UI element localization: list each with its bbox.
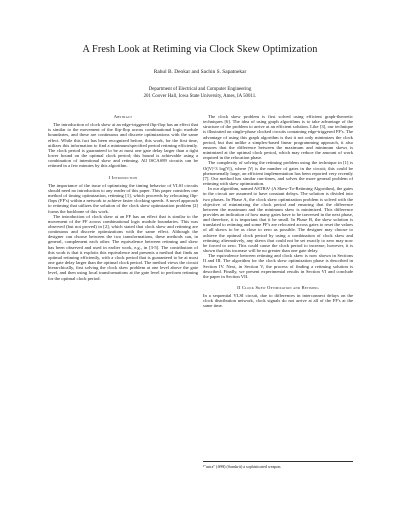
abstract-text: The introduction of clock skew at an edge-triggered flip-flop has an effect that is similar to the movement of the flip-flop across combinational logic module boundaries, and these are continuous and discrete optimizations with the same effect. While this fact has been recognized before, this work, for the first time, utilizes this information to find a minimum/specified period retiming efficiently. The clock period is guaranteed to be at most one gate delay larger than a tight lower bound on the optimal clock period; this bound is achievable using a combination of intentional skew and retiming. All ISCAS89 circuits can be retimed in a few minutes by this algorithm. [48, 122, 198, 169]
right-paragraph-4: The equivalence between retiming and clock skew is now shown in Sections II and III. The algorithm for the clock skew optimization phase is described in Section IV. Next, in Section V, the process of finding a retiming solution is described. Finally, we present experimental results in Section VI and conclude the paper in Section VII. [203, 253, 353, 279]
right-column [203, 114, 353, 309]
section-2-paragraph-1: In a sequential VLSI circuit, due to differences in interconnect delays on the clock distribution network, clock signals do not arrive at all of the FF's at the same time. [203, 293, 353, 309]
right-paragraph-2: The complexity of solving the retiming problem using the technique in [1] is O(|V|^3 log|V|), where |V| is the number of gates in the circuit; this could be phenomenally large, an efficient implementation has been reported very recently [7]. Our method has similar run-times, and solves the more general problem of retiming with skew optimization. [203, 160, 353, 187]
affiliation-line-2: 201 Coover Hall, Iowa State University, Ames, IA 50011. [143, 94, 257, 99]
paper-authors: Rahul B. Deokar and Sachin S. Sapatnekar [153, 69, 247, 75]
footnote: ¹"astra" (अस्त्र) (Sanskrit) a sophisticated weapon. [203, 461, 353, 469]
right-paragraph-1: The clock skew problem is first solved using efficient graph-theoretic techniques [6]. The idea of using graph algorithms is to take advantage of the structure of the problem to arrive at an efficient solution. Like [3], our technique is illustrated on single-phase clocked circuits containing edge-triggered FF's. The advantage of using this graph algorithm is that it not only minimizes the clock period, but that unlike a simplex-based linear programming approach, it also ensures that the difference between the maximum and minimum skews is minimized at the optimal clock period, which may reduce the amount of work required in the relocation phase. [203, 114, 353, 161]
intro-paragraph-1: The importance of the issue of optimizing the timing behavior of VLSI circuits should need no introduction to any reader of this paper. This paper considers one method of timing optimization, retiming [1], which proceeds by relocating flip-flops (FF's) within a network to achieve faster clocking speeds. A novel approach to retiming that utilizes the solution of the clock skew optimization problem [2] forms the backbone of this work. [48, 182, 198, 214]
right-paragraph-3: In our algorithm, named ASTRA¹ (A Skew-To-Retiming Algorithm), the gates in the circuit are assumed to have constant delays. The solution is divided into two phases. In Phase A, the clock skew optimization problem is solved with the objective of minimizing the clock period and ensuring that the difference between the maximum and the minimum skew is minimized. This difference provides an indication of how many gates have to be traversed in the next phase, and therefore, it is important that it be small. In Phase B, the skew solution is translated to retiming and some FF's are relocated across gates to reset the values of all skews to be as close to zero as possible. The designer may choose to achieve the optimal clock period by using a combination of clock skew and retiming; alternatively, any skews that could not be set exactly to zero may now be forced to zero. This could cause the clock period to increase; however, it is shown that this increase will be no greater than one gate delay. [203, 186, 353, 254]
abstract-heading: Abstract [113, 114, 133, 119]
intro-paragraph-2: The introduction of clock skew at an FF has an effect that is similar to the movement of the FF across combinational logic module boundaries. This was observed (but not proved) in [2], which stated that clock skew and retiming are continuous and discrete optimizations with the same effect. Although the designer can choose between the two transformations, these methods can, in general, complement each other. The equivalence between retiming and skew has been observed and used in earlier work, e.g., in [3-5]. The contribution of this work is that it exploits this equivalence and presents a method that finds an optimal retiming efficiently, with a clock period that is guaranteed to be at most one gate delay larger than the optimal clock period. The method views the circuit hierarchically, first solving the clock skew problem at one level above the gate level, and then using local transformations at the gate level to perform retiming for the optimal clock period. [48, 213, 198, 281]
affiliation [0, 86, 400, 100]
paper-title: A Fresh Look at Retiming via Clock Skew Optimization [82, 44, 318, 55]
section-1-heading: I Introduction [108, 174, 138, 180]
affiliation-line-1: Department of Electrical and Computer Engineering [148, 87, 252, 92]
abstract [48, 122, 198, 168]
section-2-heading: II Clock Skew Optimization and Retiming [237, 285, 319, 290]
left-column [48, 114, 198, 281]
